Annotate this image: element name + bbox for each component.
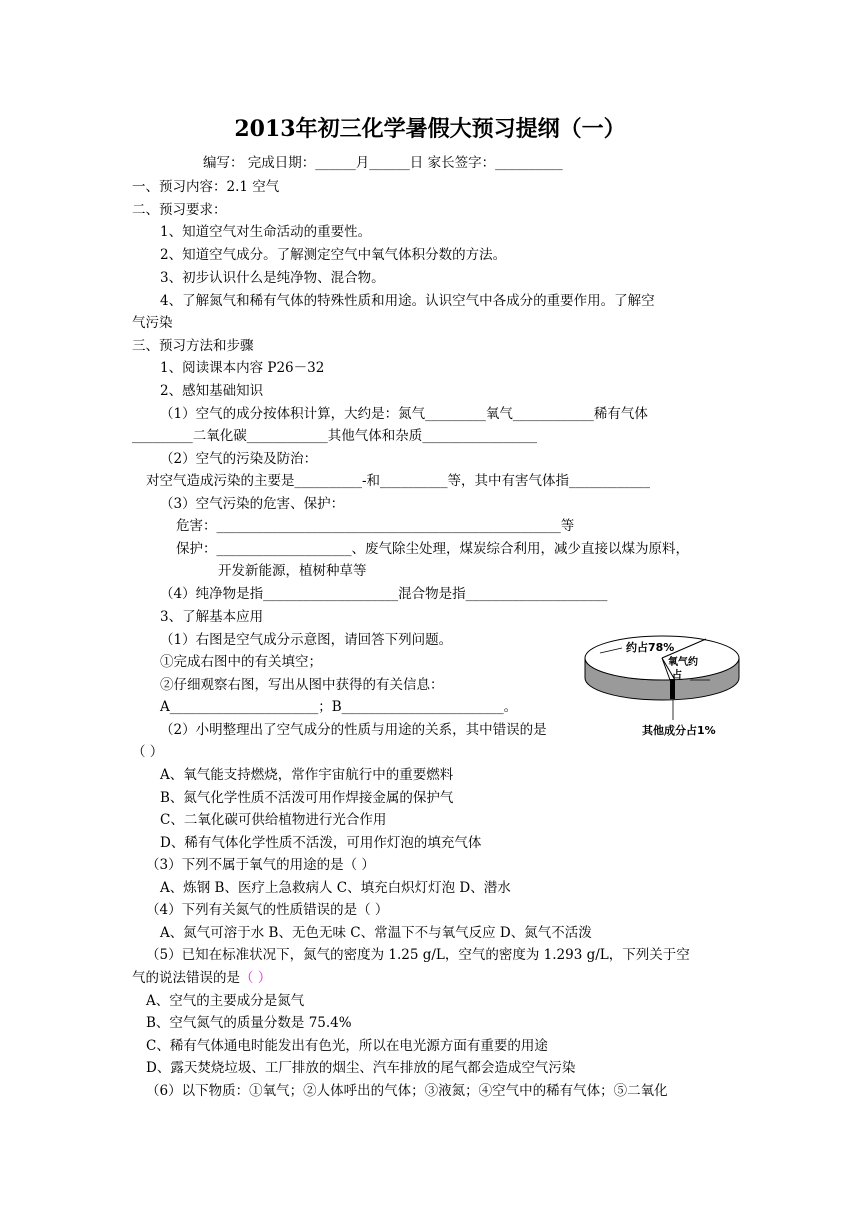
requirement-2: 2、知道空气成分。了解测定空气中氧气体积分数的方法。: [160, 247, 507, 263]
page-title: 2013年初三化学暑假大预习提纲（一）: [234, 116, 626, 142]
section-3-heading: 三、预习方法和步骤: [132, 338, 254, 354]
question-4: （4）纯净物是指____________________混合物是指_____________________: [160, 586, 608, 602]
question-3-protect-cont: 开发新能源，植树种草等: [218, 563, 367, 579]
apply-6: （6）以下物质：①氧气；②人体呼出的气体；③液氮；④空气中的稀有气体；⑤二氧化: [146, 1083, 668, 1099]
apply-5-paren: （ ）: [240, 970, 272, 986]
section-1-heading: 一、预习内容：2.1 空气: [132, 179, 280, 195]
apply-2-option-c: C、二氧化碳可供给植物进行光合作用: [160, 812, 387, 828]
apply-5-option-b: B、空气氮气的质量分数是 75.4%: [146, 1015, 352, 1031]
apply-5-line-b: [132, 968, 271, 988]
pie-other-sliver: [670, 679, 675, 699]
apply-5-option-d: D、露天焚烧垃圾、工厂排放的烟尘、汽车排放的尾气都会造成空气污染: [146, 1060, 576, 1076]
apply-5-line-a: （5）已知在标准状况下，氮气的密度为 1.25 g/L，空气的密度为 1.293 g/L，下列关于空: [146, 947, 690, 963]
question-1-line-b: _________二氧化碳____________其他气体和杂质_________________: [132, 428, 537, 444]
method-2: 2、感知基础知识: [160, 383, 264, 399]
requirement-3: 3、初步认识什么是纯净物、混合物。: [160, 270, 385, 286]
pie-label-other: 其他成分占1%: [642, 724, 716, 737]
question-2: （2）空气的污染及防治：: [160, 451, 318, 467]
requirement-4-cont: 气污染: [132, 315, 173, 331]
question-3: （3）空气污染的危害、保护：: [160, 496, 345, 512]
apply-3: （3）下列不属于氧气的用途的是（ ）: [146, 857, 375, 873]
apply-1-a: ①完成右图中的有关填空；: [160, 654, 322, 670]
question-2-line: 对空气造成污染的主要是__________-和__________等，其中有害气体指____________: [146, 473, 651, 489]
apply-2-option-b: B、氮气化学性质不活泼可用作焊接金属的保护气: [160, 790, 454, 806]
apply-3-options: A、炼钢 B、医疗上急救病人 C、填充白炽灯灯泡 D、潜水: [160, 880, 511, 896]
apply-5-option-a: A、空气的主要成分是氮气: [146, 993, 305, 1009]
pie-label-o2-a: 氧气约: [668, 657, 698, 668]
header-info-line: 编写： 完成日期：______月______日 家长签字：__________: [203, 155, 563, 171]
requirement-4: 4、了解氮气和稀有气体的特殊性质和用途。认识空气中各成分的重要作用。了解空: [160, 293, 655, 309]
method-1: 1、阅读课本内容 P26－32: [160, 360, 325, 376]
apply-4-options: A、氮气可溶于水 B、无色无味 C、常温下不与氧气反应 D、氮气不活泼: [160, 925, 592, 941]
apply-4: （4）下列有关氮气的性质错误的是（ ）: [146, 902, 389, 918]
section-2-heading: 二、预习要求：: [132, 202, 227, 218]
apply-2: （2）小明整理出了空气成分的性质与用途的关系，其中错误的是: [160, 722, 547, 738]
question-1-line-a: （1）空气的成分按体积计算，大约是：氮气_________氧气____________稀有气体: [160, 406, 648, 422]
requirement-1: 1、知道空气对生命活动的重要性。: [160, 224, 372, 240]
apply-5-option-c: C、稀有气体通电时能发出有色光，所以在电光源方面有重要的用途: [146, 1038, 548, 1054]
pie-label-o2-b: 占: [672, 670, 682, 681]
apply-1-b: ②仔细观察右图，写出从图中获得的有关信息：: [160, 677, 444, 693]
apply-2-option-d: D、稀有气体化学性质不活泼，可用作灯泡的填充气体: [160, 835, 482, 851]
apply-2-paren: （ ）: [132, 744, 164, 760]
air-composition-pie: [582, 620, 742, 745]
apply-2-option-a: A、氧气能支持燃烧，常作宇宙航行中的重要燃料: [160, 767, 454, 783]
apply-5-text: 气的说法错误的是: [132, 970, 240, 986]
question-3-harm: 危害：___________________________________________________等: [176, 518, 575, 534]
method-3: 3、了解基本应用: [160, 609, 264, 625]
apply-1: （1）右图是空气成分示意图，请回答下列问题。: [160, 632, 453, 648]
pie-label-main: 约占78%: [626, 641, 675, 654]
apply-1-c: A______________________；B________________________。: [160, 699, 518, 715]
question-3-protect: 保护：____________________、废气除尘处理，煤炭综合利用，减少直接以煤为原料，: [176, 541, 689, 557]
